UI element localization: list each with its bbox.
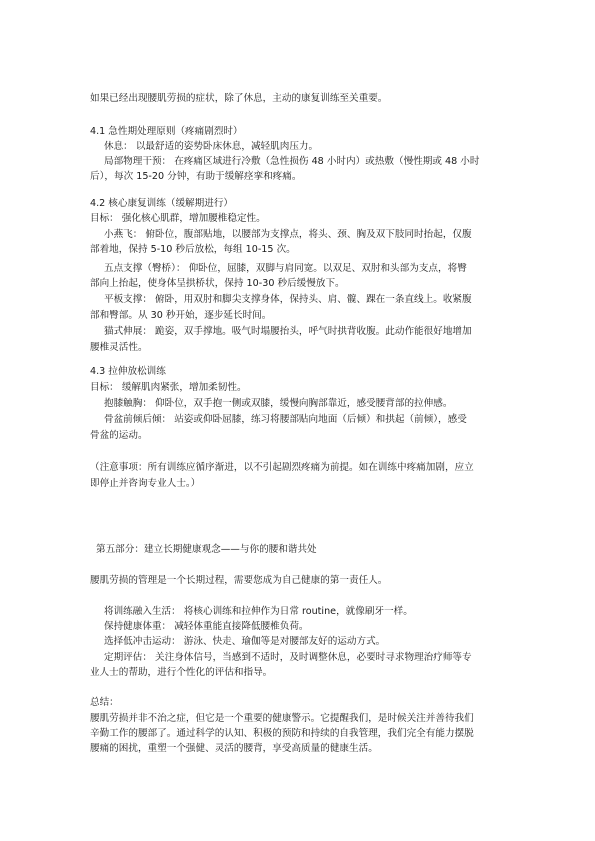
knee-hug-item: 抱膝触胸： 仰卧位，双手抱一侧或双膝，缓慢向胸部靠近，感受腰背部的拉伸感。 [104,398,453,409]
cat-stretch-line2: 腰椎灵活性。 [90,342,148,353]
summary-line1: 腰肌劳损并非不治之症，但它是一个重要的健康警示。它提醒我们，是时候关注并善待我们 [90,713,474,724]
intro-paragraph: 如果已经出现腰肌劳损的症状，除了休息，主动的康复训练至关重要。 [90,93,388,104]
part-5-heading: 第五部分：建立长期健康观念——与你的腰和谐共处 [96,544,317,555]
section-4-2-goal: 目标： 强化核心肌群，增加腰椎稳定性。 [90,213,266,224]
section-4-2-heading: 4.2 核心康复训练（缓解期进行） [90,198,234,209]
section-4-1-heading: 4.1 急性期处理原则（疼痛剧烈时） [90,126,243,137]
weight-item: 保持健康体重： 减轻体重能直接降低腰椎负荷。 [104,621,309,632]
physio-item-line2: 后），每次 15-20 分钟，有助于缓解痉挛和疼痛。 [90,171,302,182]
cat-stretch-line1: 猫式伸展： 跪姿，双手撑地。吸气时塌腰抬头，呼气时拱背收腹。此动作能很好地增加 [104,326,472,337]
exercise-item: 选择低冲击运动： 游泳、快走、瑜伽等是对腰部友好的运动方式。 [104,636,386,647]
summary-line3: 腰痛的困扰，重塑一个强健、灵活的腰背，享受高质量的健康生活。 [90,743,378,754]
section-4-3-goal: 目标： 缓解肌肉紧张，增加柔韧性。 [90,382,247,393]
section-4-3-heading: 4.3 拉伸放松训练 [90,366,166,377]
bridge-item-line1: 五点支撑（臀桥）： 仰卧位，屈膝，双脚与肩同宽。以双足、双肘和头部为支点，将臀 [104,263,467,274]
plank-item-line2: 部和臀部。从 30 秒开始，逐步延长时间。 [90,310,272,321]
caution-note-line2: 即停止并咨询专业人士。） [90,478,201,489]
physio-item-line1: 局部物理干预： 在疼痛区域进行冷敷（急性损伤 48 小时内）或热敷（慢性期或 48 小时 [104,156,480,167]
caution-note-line1: （注意事项：所有训练应循序渐进，以不引起剧烈疼痛为前提。如在训练中疼痛加剧，应立 [90,462,474,473]
pelvic-tilt-line1: 骨盆前倾后倾： 站姿或仰卧屈膝，练习将腰部贴向地面（后倾）和拱起（前倾），感受 [104,414,467,425]
swallow-item-line2: 部着地，保持 5-10 秒后放松，每组 10-15 次。 [90,244,296,255]
pelvic-tilt-line2: 骨盆的运动。 [90,430,148,441]
routine-item: 将训练融入生活： 将核心训练和拉伸作为日常 routine，就像刷牙一样。 [104,606,413,617]
part-5-lead: 腰肌劳损的管理是一个长期过程，需要您成为自己健康的第一责任人。 [90,575,388,586]
rest-item: 休息： 以最舒适的姿势卧床休息，减轻肌肉压力。 [104,141,319,152]
summary-heading: 总结： [90,697,119,708]
evaluation-item-line1: 定期评估： 关注身体信号，当感到不适时，及时调整休息，必要时寻求物理治疗师等专 [104,652,472,663]
summary-line2: 辛勤工作的腰部了。通过科学的认知、积极的预防和持续的自我管理，我们完全有能力摆脱 [90,728,474,739]
swallow-item-line1: 小燕飞： 俯卧位，腹部贴地，以腰部为支撑点，将头、颈、胸及双下肢同时抬起，仅腹 [104,229,472,240]
plank-item-line1: 平板支撑： 俯卧，用双肘和脚尖支撑身体，保持头、肩、髋、踝在一条直线上。收紧腹 [104,294,472,305]
bridge-item-line2: 部向上抬起，使身体呈拱桥状，保持 10-30 秒后缓慢放下。 [90,278,345,289]
evaluation-item-line2: 业人士的帮助，进行个性化的评估和指导。 [90,667,273,678]
